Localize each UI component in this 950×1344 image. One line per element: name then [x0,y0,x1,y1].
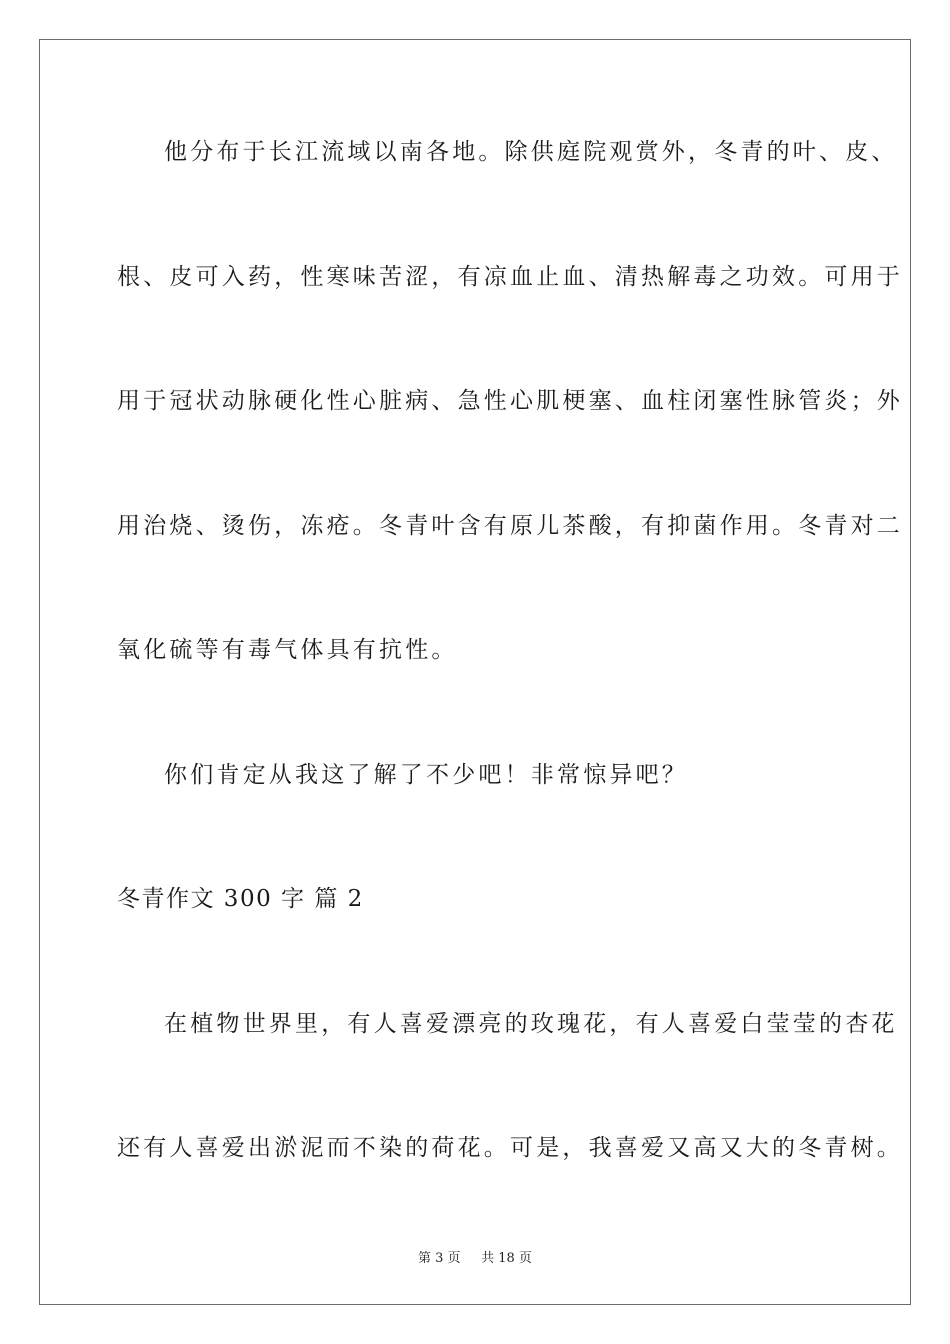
page-footer [0,1247,950,1266]
paragraph-line: 氧化硫等有毒气体具有抗性。 [117,637,458,663]
paragraph-line: 用于冠状动脉硬化性心脏病、急性心肌梗塞、血柱闭塞性脉管炎；外 [117,388,903,414]
paragraph-line: 你们肯定从我这了解了不少吧！非常惊异吧？ [164,762,688,788]
paragraph-line: 根、皮可入药，性寒味苦涩，有凉血止血、清热解毒之功效。可用于 [117,264,903,290]
page-border [39,39,911,1305]
current-page-number: 第 3 页 [418,1251,461,1266]
paragraph-line: 他分布于长江流域以南各地。除供庭院观赏外，冬青的叶、皮、 [164,139,898,165]
paragraph-line: 还有人喜爱出淤泥而不染的荷花。可是，我喜爱又高又大的冬青树。 [117,1135,903,1161]
section-heading: 冬青作文 300 字 篇 2 [117,886,364,912]
total-pages: 共 18 页 [481,1251,532,1266]
paragraph-line: 用治烧、烫伤，冻疮。冬青叶含有原儿茶酸，有抑菌作用。冬青对二 [117,513,903,539]
paragraph-line: 在植物世界里，有人喜爱漂亮的玫瑰花，有人喜爱白莹莹的杏花 [164,1011,898,1037]
